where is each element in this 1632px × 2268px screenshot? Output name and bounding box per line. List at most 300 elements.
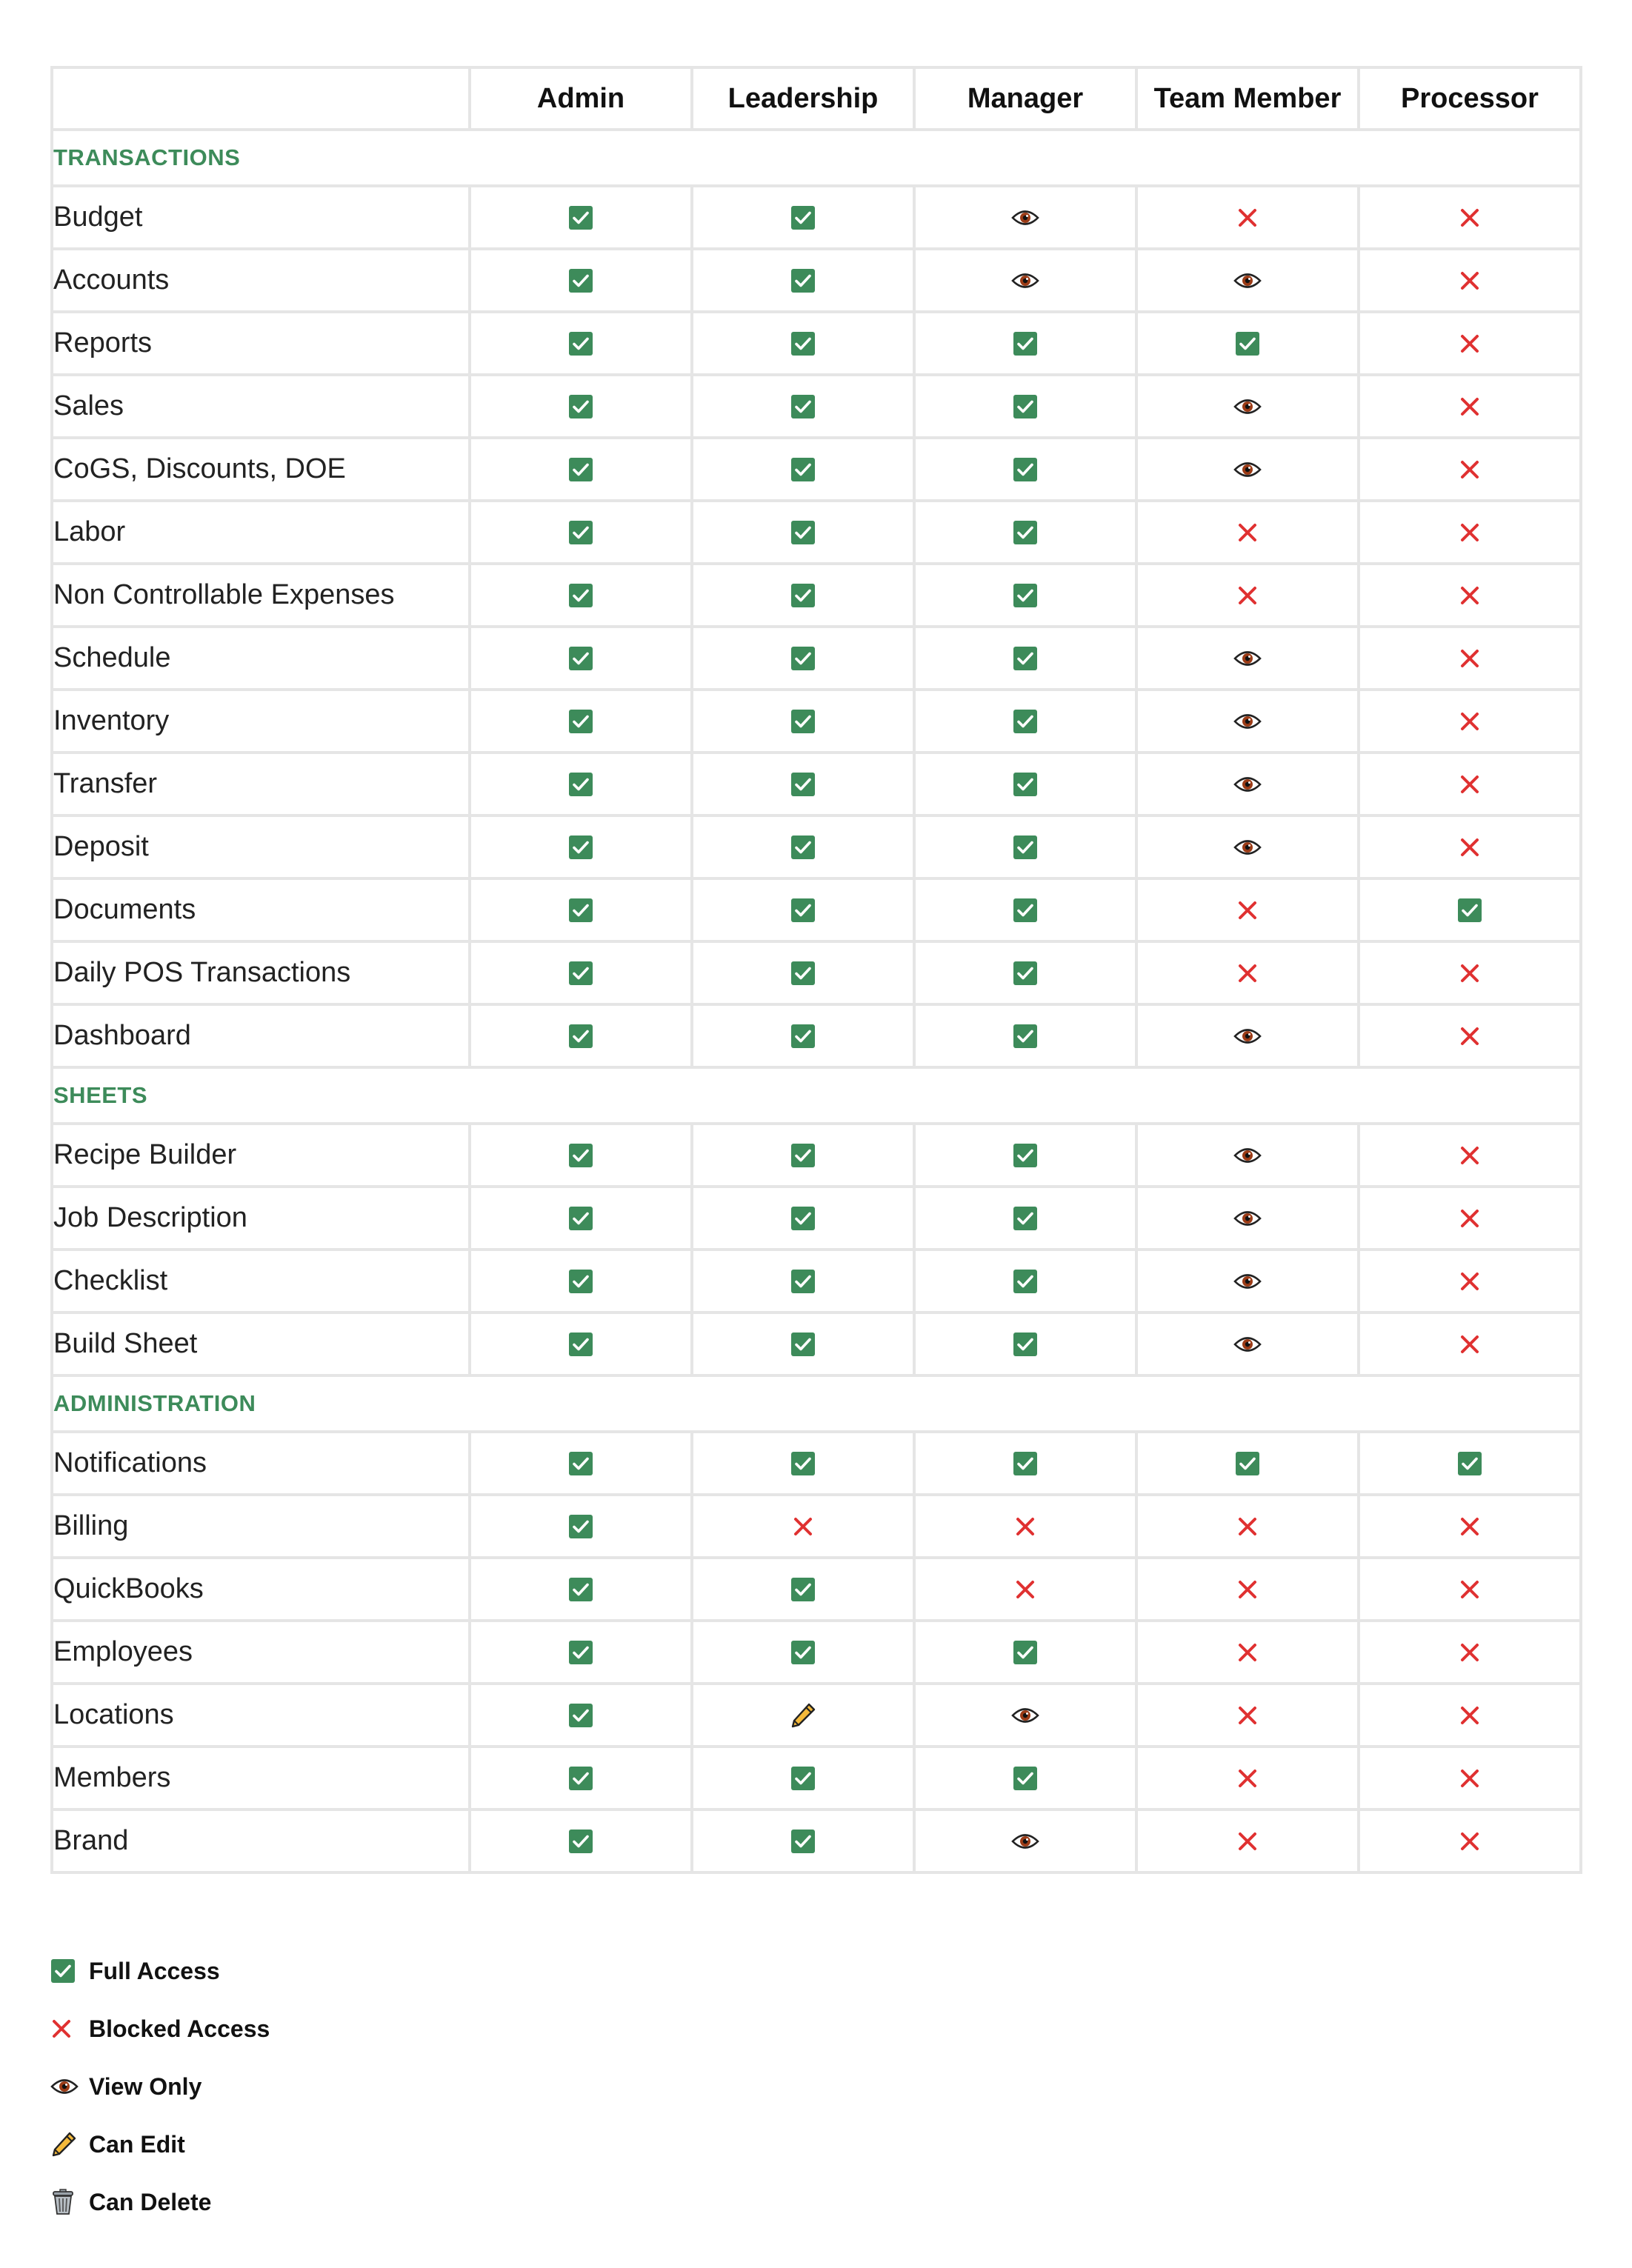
feature-label: Budget xyxy=(52,186,470,249)
table-row xyxy=(52,1124,1581,1187)
cross-icon xyxy=(1236,207,1259,229)
access-cell-leadership xyxy=(692,375,914,438)
access-cell-processor xyxy=(1359,375,1581,438)
access-cell-team-member xyxy=(1136,1747,1359,1810)
access-cell-processor xyxy=(1359,1621,1581,1684)
access-cell-team-member xyxy=(1136,690,1359,753)
check-square-icon xyxy=(568,457,593,482)
access-cell-admin xyxy=(470,1432,692,1495)
check-square-icon xyxy=(790,268,816,293)
check-square-icon xyxy=(568,646,593,671)
access-cell-manager xyxy=(914,753,1136,816)
table-row xyxy=(52,627,1581,690)
check-square-icon xyxy=(790,457,816,482)
legend-item-full-access xyxy=(50,1942,270,2000)
eye-icon xyxy=(50,2077,80,2096)
access-cell-manager xyxy=(914,1004,1136,1067)
check-square-icon xyxy=(1235,331,1260,356)
feature-label: Members xyxy=(52,1747,470,1810)
access-cell-team-member xyxy=(1136,186,1359,249)
feature-label: Billing xyxy=(52,1495,470,1558)
table-row xyxy=(52,564,1581,627)
access-cell-manager xyxy=(914,1558,1136,1621)
access-cell-team-member xyxy=(1136,627,1359,690)
check-square-icon xyxy=(568,898,593,923)
access-cell-leadership xyxy=(692,941,914,1004)
access-cell-manager xyxy=(914,1432,1136,1495)
table-row xyxy=(52,1747,1581,1810)
access-cell-processor xyxy=(1359,1250,1581,1313)
table-row xyxy=(52,501,1581,564)
cross-icon xyxy=(1236,1830,1259,1852)
access-cell-processor xyxy=(1359,878,1581,941)
eye-icon xyxy=(1233,460,1262,479)
access-cell-team-member xyxy=(1136,249,1359,312)
check-square-icon xyxy=(790,835,816,860)
cross-icon xyxy=(1236,1641,1259,1664)
access-cell-team-member xyxy=(1136,1495,1359,1558)
cross-icon xyxy=(1459,1025,1481,1047)
access-cell-processor xyxy=(1359,1747,1581,1810)
feature-label: Checklist xyxy=(52,1250,470,1313)
access-cell-processor xyxy=(1359,186,1581,249)
access-cell-processor xyxy=(1359,690,1581,753)
cross-icon xyxy=(1459,773,1481,796)
feature-label: QuickBooks xyxy=(52,1558,470,1621)
cross-icon xyxy=(1236,1578,1259,1601)
access-cell-leadership xyxy=(692,878,914,941)
check-square-icon xyxy=(1013,772,1038,797)
check-square-icon xyxy=(790,1024,816,1049)
feature-label: CoGS, Discounts, DOE xyxy=(52,438,470,501)
table-row xyxy=(52,375,1581,438)
check-square-icon xyxy=(790,205,816,230)
access-cell-processor xyxy=(1359,1558,1581,1621)
access-cell-admin xyxy=(470,1810,692,1872)
check-square-icon xyxy=(790,1577,816,1602)
check-square-icon xyxy=(790,1332,816,1357)
access-cell-leadership xyxy=(692,1313,914,1375)
feature-label: Dashboard xyxy=(52,1004,470,1067)
feature-label: Non Controllable Expenses xyxy=(52,564,470,627)
access-cell-leadership xyxy=(692,1004,914,1067)
access-cell-manager xyxy=(914,438,1136,501)
access-cell-admin xyxy=(470,564,692,627)
access-cell-leadership xyxy=(692,564,914,627)
feature-label: Transfer xyxy=(52,753,470,816)
cross-icon xyxy=(1459,1641,1481,1664)
eye-icon xyxy=(1233,649,1262,668)
check-square-icon xyxy=(1013,835,1038,860)
access-cell-leadership xyxy=(692,312,914,375)
access-cell-processor xyxy=(1359,1187,1581,1250)
legend-label: Full Access xyxy=(89,1957,220,1984)
check-square-icon xyxy=(568,268,593,293)
access-cell-admin xyxy=(470,312,692,375)
access-cell-processor xyxy=(1359,1004,1581,1067)
check-square-icon xyxy=(568,1703,593,1728)
check-square-icon xyxy=(1013,898,1038,923)
eye-icon xyxy=(1233,1027,1262,1046)
check-square-icon xyxy=(568,1206,593,1231)
cross-icon xyxy=(1459,207,1481,229)
cross-icon xyxy=(1459,1767,1481,1790)
access-cell-admin xyxy=(470,1313,692,1375)
cross-icon xyxy=(1014,1578,1036,1601)
access-cell-manager xyxy=(914,1495,1136,1558)
check-square-icon xyxy=(1013,646,1038,671)
eye-icon xyxy=(1011,208,1039,227)
table-row xyxy=(52,941,1581,1004)
access-cell-manager xyxy=(914,690,1136,753)
eye-icon xyxy=(1233,1209,1262,1228)
check-square-icon xyxy=(568,709,593,734)
access-cell-team-member xyxy=(1136,438,1359,501)
access-cell-admin xyxy=(470,501,692,564)
feature-label: Reports xyxy=(52,312,470,375)
legend-item-view-only xyxy=(50,2058,270,2115)
check-square-icon xyxy=(568,205,593,230)
check-square-icon xyxy=(568,1640,593,1665)
legend-item-can-edit xyxy=(50,2115,270,2173)
check-square-icon xyxy=(1013,1766,1038,1791)
cross-icon xyxy=(1236,1767,1259,1790)
access-cell-leadership xyxy=(692,627,914,690)
check-square-icon xyxy=(1013,1143,1038,1168)
eye-icon xyxy=(1233,1335,1262,1354)
access-cell-leadership xyxy=(692,1747,914,1810)
access-cell-team-member xyxy=(1136,941,1359,1004)
cross-icon xyxy=(1459,270,1481,292)
access-cell-admin xyxy=(470,375,692,438)
access-cell-leadership xyxy=(692,1432,914,1495)
access-cell-processor xyxy=(1359,753,1581,816)
legend-item-can-delete xyxy=(50,2173,270,2231)
eye-icon xyxy=(1233,397,1262,416)
section-row-transactions xyxy=(52,130,1581,186)
access-cell-leadership xyxy=(692,1684,914,1747)
check-square-icon xyxy=(568,520,593,545)
trash-icon xyxy=(50,2188,80,2216)
cross-icon xyxy=(1236,521,1259,544)
cross-icon xyxy=(1459,1333,1481,1355)
cross-icon xyxy=(1236,899,1259,921)
section-heading: ADMINISTRATION xyxy=(52,1375,1581,1432)
access-cell-team-member xyxy=(1136,1004,1359,1067)
check-square-icon xyxy=(568,1577,593,1602)
feature-label: Brand xyxy=(52,1810,470,1872)
access-cell-leadership xyxy=(692,1810,914,1872)
access-cell-manager xyxy=(914,312,1136,375)
access-cell-manager xyxy=(914,1124,1136,1187)
access-cell-manager xyxy=(914,1684,1136,1747)
check-square-icon xyxy=(790,583,816,608)
table-row xyxy=(52,1621,1581,1684)
eye-icon xyxy=(1011,1832,1039,1851)
section-heading: TRANSACTIONS xyxy=(52,130,1581,186)
access-cell-processor xyxy=(1359,312,1581,375)
check-square-icon xyxy=(568,583,593,608)
check-square-icon xyxy=(568,1332,593,1357)
check-square-icon xyxy=(1013,1024,1038,1049)
legend-label: Can Edit xyxy=(89,2130,185,2158)
cross-icon xyxy=(1459,1144,1481,1167)
eye-icon xyxy=(1233,271,1262,290)
check-square-icon xyxy=(1235,1451,1260,1476)
check-square-icon xyxy=(568,331,593,356)
access-cell-manager xyxy=(914,375,1136,438)
table-body xyxy=(52,130,1581,1872)
access-cell-manager xyxy=(914,941,1136,1004)
access-cell-manager xyxy=(914,1187,1136,1250)
table-row xyxy=(52,1495,1581,1558)
check-square-icon xyxy=(790,1766,816,1791)
access-cell-manager xyxy=(914,249,1136,312)
feature-label: Job Description xyxy=(52,1187,470,1250)
feature-label: Employees xyxy=(52,1621,470,1684)
feature-label: Inventory xyxy=(52,690,470,753)
access-cell-processor xyxy=(1359,1495,1581,1558)
legend-label: View Only xyxy=(89,2072,202,2100)
check-square-icon xyxy=(568,1514,593,1539)
check-square-icon xyxy=(1013,520,1038,545)
access-cell-leadership xyxy=(692,249,914,312)
check-square-icon xyxy=(568,1766,593,1791)
cross-icon xyxy=(1459,1515,1481,1538)
check-square-icon xyxy=(568,961,593,986)
access-cell-team-member xyxy=(1136,564,1359,627)
check-square-icon xyxy=(790,1206,816,1231)
pencil-icon xyxy=(790,1702,816,1729)
table-row xyxy=(52,312,1581,375)
access-cell-admin xyxy=(470,1124,692,1187)
access-cell-admin xyxy=(470,1747,692,1810)
table-row xyxy=(52,438,1581,501)
feature-label: Sales xyxy=(52,375,470,438)
access-cell-leadership xyxy=(692,186,914,249)
access-cell-team-member xyxy=(1136,1684,1359,1747)
feature-label: Locations xyxy=(52,1684,470,1747)
cross-icon xyxy=(1459,584,1481,607)
check-square-icon xyxy=(1013,331,1038,356)
access-cell-leadership xyxy=(692,1558,914,1621)
table-row xyxy=(52,753,1581,816)
eye-icon xyxy=(1233,775,1262,794)
feature-label: Recipe Builder xyxy=(52,1124,470,1187)
column-header-processor: Processor xyxy=(1359,67,1581,130)
access-cell-leadership xyxy=(692,816,914,878)
access-cell-manager xyxy=(914,816,1136,878)
check-square-icon xyxy=(790,1269,816,1294)
table-row xyxy=(52,1187,1581,1250)
access-cell-processor xyxy=(1359,1432,1581,1495)
eye-icon xyxy=(1011,271,1039,290)
table-header-row xyxy=(52,67,1581,130)
feature-label: Build Sheet xyxy=(52,1313,470,1375)
check-square-icon xyxy=(568,1143,593,1168)
feature-label: Schedule xyxy=(52,627,470,690)
check-square-icon xyxy=(568,1451,593,1476)
cross-icon xyxy=(792,1515,814,1538)
check-square-icon xyxy=(790,331,816,356)
access-cell-admin xyxy=(470,753,692,816)
access-cell-processor xyxy=(1359,438,1581,501)
column-header-leadership: Leadership xyxy=(692,67,914,130)
cross-icon xyxy=(1459,396,1481,418)
access-cell-team-member xyxy=(1136,1621,1359,1684)
access-cell-team-member xyxy=(1136,1432,1359,1495)
access-cell-admin xyxy=(470,1495,692,1558)
check-square-icon xyxy=(1013,961,1038,986)
column-header-team-member: Team Member xyxy=(1136,67,1359,130)
access-cell-processor xyxy=(1359,1810,1581,1872)
access-cell-manager xyxy=(914,501,1136,564)
section-row-administration xyxy=(52,1375,1581,1432)
cross-icon xyxy=(1459,1578,1481,1601)
check-square-icon xyxy=(568,835,593,860)
access-cell-team-member xyxy=(1136,375,1359,438)
access-cell-admin xyxy=(470,438,692,501)
check-square-icon xyxy=(790,961,816,986)
section-heading: SHEETS xyxy=(52,1067,1581,1124)
cross-icon xyxy=(1459,458,1481,481)
access-cell-manager xyxy=(914,564,1136,627)
access-cell-admin xyxy=(470,1004,692,1067)
section-row-sheets xyxy=(52,1067,1581,1124)
check-square-icon xyxy=(568,394,593,419)
check-square-icon xyxy=(1013,457,1038,482)
feature-label: Labor xyxy=(52,501,470,564)
table-row xyxy=(52,816,1581,878)
access-cell-processor xyxy=(1359,564,1581,627)
access-cell-team-member xyxy=(1136,1124,1359,1187)
check-square-icon xyxy=(790,772,816,797)
column-header-admin: Admin xyxy=(470,67,692,130)
access-cell-team-member xyxy=(1136,1313,1359,1375)
access-cell-manager xyxy=(914,1747,1136,1810)
access-cell-team-member xyxy=(1136,753,1359,816)
header-corner-cell xyxy=(52,67,470,130)
pencil-icon xyxy=(50,2131,80,2158)
access-cell-admin xyxy=(470,1684,692,1747)
check-square-icon xyxy=(568,1829,593,1854)
legend-label: Can Delete xyxy=(89,2188,212,2215)
access-cell-team-member xyxy=(1136,1810,1359,1872)
check-square-icon xyxy=(1013,1332,1038,1357)
check-square-icon xyxy=(1013,1451,1038,1476)
feature-label: Documents xyxy=(52,878,470,941)
cross-icon xyxy=(1459,647,1481,670)
eye-icon xyxy=(1011,1706,1039,1725)
access-cell-processor xyxy=(1359,941,1581,1004)
check-square-icon xyxy=(568,772,593,797)
legend-item-blocked-access xyxy=(50,2000,270,2058)
access-cell-manager xyxy=(914,1313,1136,1375)
access-cell-admin xyxy=(470,186,692,249)
cross-icon xyxy=(1236,1515,1259,1538)
access-cell-team-member xyxy=(1136,501,1359,564)
cross-icon xyxy=(1459,962,1481,984)
access-cell-admin xyxy=(470,878,692,941)
check-square-icon xyxy=(790,646,816,671)
access-cell-manager xyxy=(914,627,1136,690)
eye-icon xyxy=(1233,838,1262,857)
table-row xyxy=(52,690,1581,753)
access-cell-admin xyxy=(470,627,692,690)
access-cell-leadership xyxy=(692,1621,914,1684)
access-cell-manager xyxy=(914,1621,1136,1684)
access-cell-leadership xyxy=(692,690,914,753)
access-cell-manager xyxy=(914,186,1136,249)
check-square-icon xyxy=(790,520,816,545)
cross-icon xyxy=(1014,1515,1036,1538)
cross-icon xyxy=(1459,836,1481,858)
permissions-table xyxy=(50,66,1582,1874)
legend-label: Blocked Access xyxy=(89,2015,270,2042)
access-cell-leadership xyxy=(692,753,914,816)
table-row xyxy=(52,1810,1581,1872)
access-cell-admin xyxy=(470,1187,692,1250)
access-cell-processor xyxy=(1359,501,1581,564)
access-cell-team-member xyxy=(1136,1187,1359,1250)
access-cell-manager xyxy=(914,878,1136,941)
access-cell-leadership xyxy=(692,1187,914,1250)
check-square-icon xyxy=(790,1143,816,1168)
check-square-icon xyxy=(790,1640,816,1665)
access-cell-processor xyxy=(1359,627,1581,690)
eye-icon xyxy=(1233,712,1262,731)
table-row xyxy=(52,1432,1581,1495)
table-row xyxy=(52,249,1581,312)
cross-icon xyxy=(1459,1207,1481,1230)
access-cell-admin xyxy=(470,249,692,312)
cross-icon xyxy=(1236,1704,1259,1727)
feature-label: Notifications xyxy=(52,1432,470,1495)
cross-icon xyxy=(1459,1830,1481,1852)
check-square-icon xyxy=(1013,709,1038,734)
cross-icon xyxy=(1236,584,1259,607)
access-cell-admin xyxy=(470,690,692,753)
access-cell-processor xyxy=(1359,816,1581,878)
access-cell-admin xyxy=(470,941,692,1004)
access-cell-manager xyxy=(914,1250,1136,1313)
check-square-icon xyxy=(790,898,816,923)
cross-icon xyxy=(1459,1704,1481,1727)
access-cell-processor xyxy=(1359,1684,1581,1747)
check-square-icon xyxy=(1013,1269,1038,1294)
access-cell-admin xyxy=(470,1558,692,1621)
access-cell-processor xyxy=(1359,249,1581,312)
check-square-icon xyxy=(1013,1640,1038,1665)
table-row xyxy=(52,1250,1581,1313)
access-cell-processor xyxy=(1359,1124,1581,1187)
check-square-icon xyxy=(1013,583,1038,608)
legend xyxy=(50,1942,270,2231)
access-cell-admin xyxy=(470,1250,692,1313)
check-square-icon xyxy=(568,1024,593,1049)
check-square-icon xyxy=(1013,394,1038,419)
check-square-icon xyxy=(790,1451,816,1476)
check-square-icon xyxy=(1457,1451,1482,1476)
access-cell-leadership xyxy=(692,1495,914,1558)
access-cell-leadership xyxy=(692,1124,914,1187)
eye-icon xyxy=(1233,1146,1262,1165)
access-cell-leadership xyxy=(692,501,914,564)
access-cell-leadership xyxy=(692,438,914,501)
cross-icon xyxy=(1459,1270,1481,1293)
access-cell-team-member xyxy=(1136,312,1359,375)
eye-icon xyxy=(1233,1272,1262,1291)
